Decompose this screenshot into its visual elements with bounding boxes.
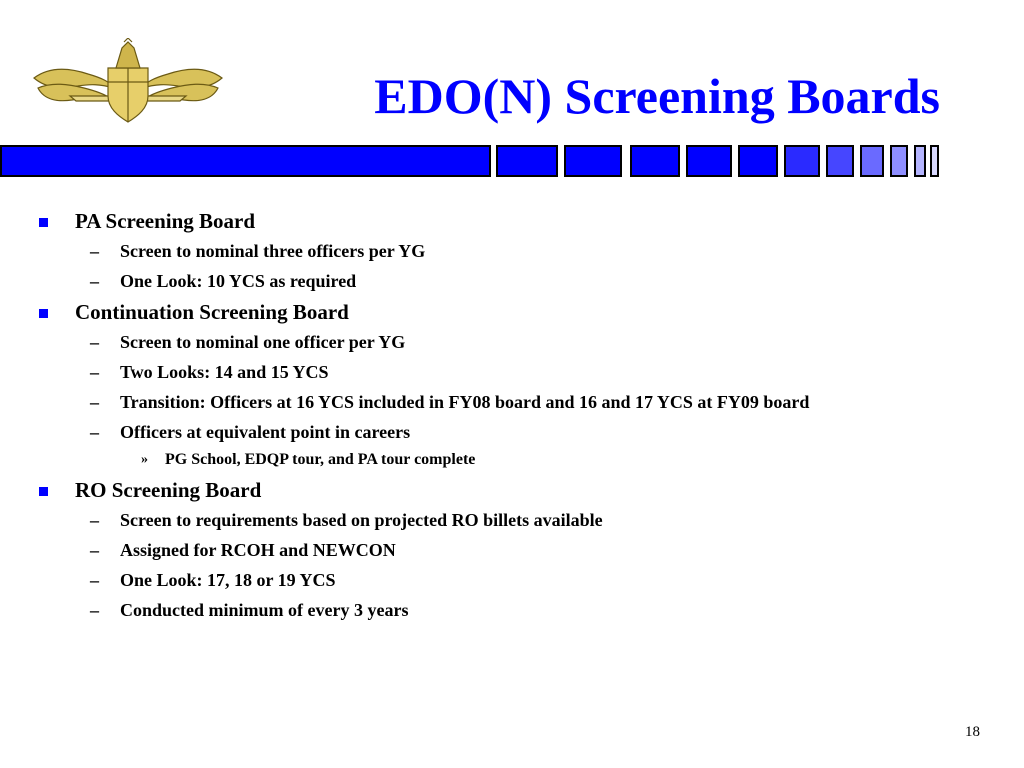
bullet-text: Officers at equivalent point in careers: [120, 422, 411, 442]
page-number: 18: [965, 724, 980, 740]
bullet-text: Screen to requirements based on projected RO billets available: [120, 510, 603, 530]
bullet-level2: [0, 538, 1024, 562]
bullet-level3: [0, 450, 1024, 470]
dash-bullet-icon: –: [90, 241, 99, 261]
slide-title: EDO(N) Screening Boards: [374, 68, 940, 124]
bullet-text: PA Screening Board: [75, 209, 256, 233]
bullet-text: RO Screening Board: [75, 478, 262, 502]
bullet-text: PG School, EDQP tour, and PA tour complete: [165, 451, 476, 468]
dash-bullet-icon: –: [90, 392, 99, 412]
guillemet-bullet-icon: »: [141, 452, 148, 467]
bullet-text: Screen to nominal three officers per YG: [120, 241, 426, 261]
bullet-text: Assigned for RCOH and NEWCON: [120, 540, 396, 560]
dash-bullet-icon: –: [90, 600, 99, 620]
square-bullet-icon: [39, 309, 48, 318]
bullet-text: Transition: Officers at 16 YCS included in FY08 board and 16 and 17 YCS at FY09 board: [120, 392, 810, 412]
bullet-text: Two Looks: 14 and 15 YCS: [120, 362, 329, 382]
bullet-text: Conducted minimum of every 3 years: [120, 600, 409, 620]
bullet-text: One Look: 10 YCS as required: [120, 271, 357, 291]
bullet-level2: [0, 269, 1024, 293]
bullet-text: Continuation Screening Board: [75, 300, 349, 324]
bullet-level1: [0, 477, 1024, 503]
bullet-level2: [0, 330, 1024, 354]
bullet-level1: [0, 208, 1024, 234]
square-bullet-icon: [39, 218, 48, 227]
bullet-level1: [0, 299, 1024, 325]
dash-bullet-icon: –: [90, 422, 99, 442]
dash-bullet-icon: –: [90, 570, 99, 590]
dash-bullet-icon: –: [90, 510, 99, 530]
dash-bullet-icon: –: [90, 271, 99, 291]
bullet-text: One Look: 17, 18 or 19 YCS: [120, 570, 336, 590]
title-divider-bar: [0, 145, 1024, 179]
bullet-text: Screen to nominal one officer per YG: [120, 332, 406, 352]
bullet-level2: [0, 390, 1024, 414]
dash-bullet-icon: –: [90, 540, 99, 560]
dash-bullet-icon: –: [90, 332, 99, 352]
bullet-level2: [0, 598, 1024, 622]
bullet-list: [0, 208, 1024, 628]
bullet-level2: [0, 239, 1024, 263]
dash-bullet-icon: –: [90, 362, 99, 382]
surface-warfare-insignia-icon: [30, 38, 226, 128]
square-bullet-icon: [39, 487, 48, 496]
bullet-level2: [0, 508, 1024, 532]
bullet-level2: [0, 360, 1024, 384]
bullet-level2: [0, 568, 1024, 592]
bullet-level2: [0, 420, 1024, 444]
